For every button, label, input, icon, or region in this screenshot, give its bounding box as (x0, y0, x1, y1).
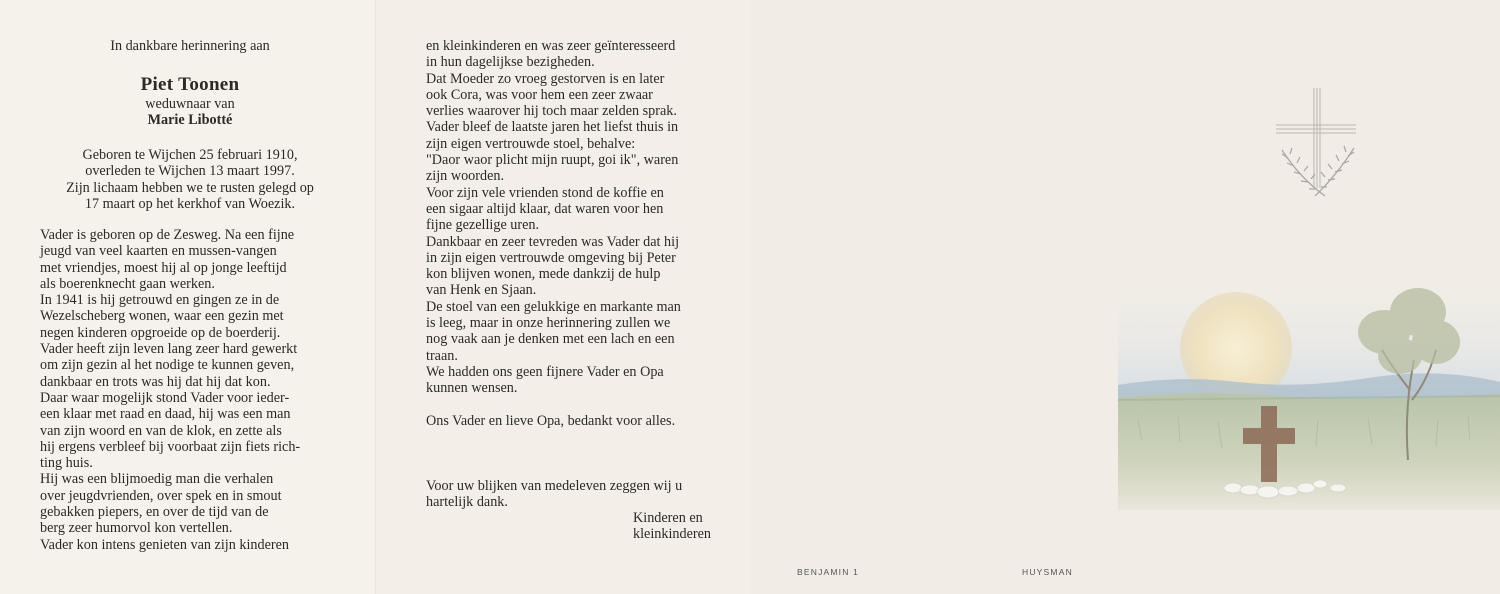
text-line: traan. (426, 347, 458, 364)
bio-line: Wezelscheberg wonen, waar een gezin met (40, 308, 284, 325)
text-line: een sigaar altijd klaar, dat waren voor hen (426, 200, 664, 217)
thanks-line: hartelijk dank. (426, 494, 508, 511)
bio-line: van zijn woord en van de klok, en zette als (40, 422, 282, 439)
bio-line: een klaar met raad en daad, hij was een man (40, 406, 291, 423)
bio-line: ting huis. (40, 455, 93, 472)
text-line: zijn eigen vertrouwde stoel, behalve: (426, 135, 636, 152)
text-line (426, 397, 723, 413)
text-line: De stoel van een gelukkige en markante man (426, 298, 681, 315)
date-line: 17 maart op het kerkhof van Woezik. (84, 195, 296, 212)
bio-line: om zijn gezin al het nodige te kunnen geven, (40, 357, 295, 374)
intro-line: In dankbare herinnering aan (110, 38, 270, 54)
text-line: is leeg, maar in onze herinnering zullen we (426, 315, 671, 332)
text-line: Voor zijn vele vrienden stond de koffie en (426, 184, 664, 201)
thanks-line: Voor uw blijken van medeleven zeggen wij u (426, 478, 683, 494)
widower-line: weduwnaar van (145, 96, 235, 112)
panel-middle (375, 0, 750, 594)
bio-line: met vriendjes, moest hij al op jonge leeftijd (40, 259, 287, 276)
biography-block (40, 227, 340, 553)
bio-line: negen kinderen opgroeide op de boerderij. (40, 324, 281, 341)
bio-line: Daar waar mogelijk stond Vader voor ieder- (40, 389, 290, 406)
date-line: Geboren te Wijchen 25 februari 1910, (82, 147, 298, 163)
signature-line: kleinkinderen (633, 526, 712, 543)
text-line: van Henk en Sjaan. (426, 282, 537, 299)
bio-line: Hij was een blijmoedig man die verhalen (40, 471, 274, 488)
bio-line: over jeugdvrienden, over spek en in smout (40, 487, 282, 504)
bio-line: hij ergens verbleef bij voorbaat zijn fiets rich- (40, 438, 301, 455)
deceased-name: Piet Toonen (140, 74, 240, 95)
text-line: Dankbaar en zeer tevreden was Vader dat hij (426, 233, 680, 250)
text-line: verlies waarover hij toch maar zelden sprak. (426, 103, 677, 120)
text-line: fijne gezellige uren. (426, 217, 540, 234)
dates-block (40, 147, 340, 212)
closing-line: Ons Vader en lieve Opa, bedankt voor alles. (426, 412, 676, 429)
signature-block (633, 510, 711, 543)
signature-line: Kinderen en (633, 510, 703, 526)
date-line: overleden te Wijchen 13 maart 1997. (85, 163, 295, 180)
bio-line: gebakken piepers, en over de tijd van de (40, 504, 269, 521)
spouse-name: Marie Libotté (147, 112, 233, 128)
bio-line: In 1941 is hij getrouwd en gingen ze in de (40, 292, 280, 309)
bio-line: Vader kon intens genieten van zijn kinderen (40, 536, 289, 553)
bio-line: Vader heeft zijn leven lang zeer hard gewerkt (40, 341, 298, 358)
bio-line: berg zeer humorvol kon vertellen. (40, 520, 233, 537)
text-line: en kleinkinderen en was zeer geïnteresseerd (426, 38, 676, 54)
landscape-illustration (1118, 270, 1500, 510)
text-line: zijn woorden. (426, 168, 505, 185)
cross-palm-emblem (1270, 88, 1366, 203)
bio-line: jeugd van veel kaarten en mussen-vangen (40, 243, 277, 260)
text-line: We hadden ons geen fijnere Vader en Opa (426, 363, 664, 380)
text-line: in hun dagelijkse bezigheden. (426, 54, 595, 71)
text-line: kon blijven wonen, mede dankzij de hulp (426, 266, 661, 283)
memorial-text-continued (426, 38, 723, 429)
text-line: nog vaak aan je denken met een lach en een (426, 331, 675, 348)
bio-line: dankbaar en trots was hij dat hij dat kon. (40, 373, 271, 390)
text-line: Dat Moeder zo vroeg gestorven is en later (426, 70, 665, 87)
text-line: kunnen wensen. (426, 380, 518, 397)
bio-line: als boerenknecht gaan werken. (40, 275, 215, 292)
text-line: in zijn eigen vertrouwde omgeving bij Peter (426, 249, 676, 266)
text-line: ook Cora, was voor hem een zeer zwaar (426, 86, 653, 103)
printer-mark-left: BENJAMIN 1 (797, 567, 860, 577)
printer-mark-right: HUYSMAN (1022, 567, 1073, 577)
panel-left (0, 0, 375, 594)
text-line: "Daor waor plicht mijn ruupt, goi ik", waren (426, 152, 679, 169)
date-line: Zijn lichaam hebben we te rusten gelegd op (66, 179, 314, 196)
bio-line: Vader is geboren op de Zesweg. Na een fijne (40, 227, 295, 243)
thanks-block (426, 478, 723, 511)
text-line: Vader bleef de laatste jaren het liefst thuis in (426, 119, 679, 136)
